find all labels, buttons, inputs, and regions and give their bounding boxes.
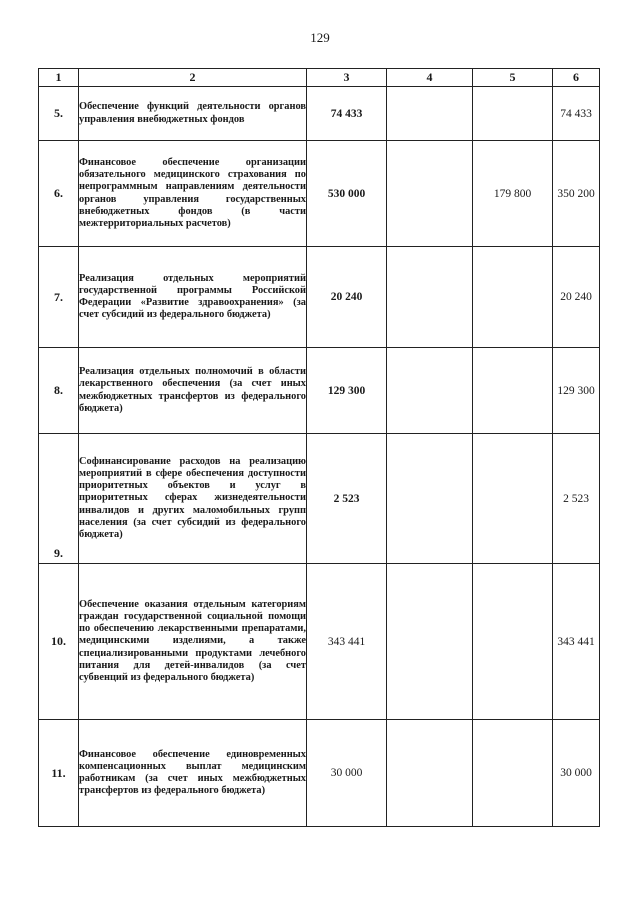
row-number: 10. [39,564,79,720]
row-number: 8. [39,348,79,434]
table-row [39,247,600,348]
row-col3-value: 30 000 [307,720,387,827]
row-number: 6. [39,141,79,247]
row-col5-value [473,720,553,827]
table-row [39,564,600,720]
row-col6-value: 20 240 [553,247,600,348]
row-col5-value [473,87,553,141]
row-col3-value: 343 441 [307,564,387,720]
row-description: Обеспечение функций деятельности органов управления внебюджетных фондов [79,87,307,141]
row-description: Обеспечение оказания отдельным категориям граждан государственной социальной помощи по обеспечению лекарственными препаратами, медицинскими изделиями, а также специализированными продуктами лечебного питания для детей-инвалидов (за счет субвенций из федерального бюджета) [79,564,307,720]
table-row [39,720,600,827]
row-col4-value [387,564,473,720]
row-description: Реализация отдельных полномочий в области лекарственного обеспечения (за счет иных межбюджетных трансфертов из федерального бюджета) [79,348,307,434]
row-col5-value [473,564,553,720]
row-number: 9. [39,434,79,564]
row-description: Финансовое обеспечение организации обязательного медицинского страхования по непрограммным направлениям деятельности органов управления государственных внебюджетных фондов (в части межтерриториальных расчетов) [79,141,307,247]
budget-table [38,68,600,827]
row-number: 7. [39,247,79,348]
row-description: Реализация отдельных мероприятий государственной программы Российской Федерации «Развитие здравоохранения» (за счет субсидий из федерального бюджета) [79,247,307,348]
row-col3-value: 2 523 [307,434,387,564]
row-col6-value: 2 523 [553,434,600,564]
row-col4-value [387,720,473,827]
column-header-5: 5 [473,69,553,87]
row-col3-value: 74 433 [307,87,387,141]
row-col6-value: 74 433 [553,87,600,141]
column-header-1: 1 [39,69,79,87]
row-col3-value: 129 300 [307,348,387,434]
row-col4-value [387,348,473,434]
table-row [39,87,600,141]
row-col6-value: 350 200 [553,141,600,247]
row-col6-value: 129 300 [553,348,600,434]
row-col5-value [473,247,553,348]
column-header-2: 2 [79,69,307,87]
column-header-4: 4 [387,69,473,87]
row-col4-value [387,141,473,247]
row-col6-value: 30 000 [553,720,600,827]
column-header-6: 6 [553,69,600,87]
page-number: 129 [310,30,330,45]
column-header-3: 3 [307,69,387,87]
row-col4-value [387,434,473,564]
row-col4-value [387,87,473,141]
table-row [39,348,600,434]
table-row [39,141,600,247]
row-col4-value [387,247,473,348]
row-col3-value: 530 000 [307,141,387,247]
row-number: 5. [39,87,79,141]
row-col5-value: 179 800 [473,141,553,247]
row-description: Софинансирование расходов на реализацию мероприятий в сфере обеспечения доступности приоритетных объектов и услуг в приоритетных сферах жизнедеятельности инвалидов и других маломобильных групп населения (за счет субсидий из федерального бюджета) [79,434,307,564]
table-row [39,434,600,564]
row-description: Финансовое обеспечение единовременных компенсационных выплат медицинским работникам (за счет иных межбюджетных трансфертов из федерального бюджета) [79,720,307,827]
row-number: 11. [39,720,79,827]
row-col6-value: 343 441 [553,564,600,720]
table-header-row [39,69,600,87]
row-col5-value [473,434,553,564]
row-col5-value [473,348,553,434]
row-col3-value: 20 240 [307,247,387,348]
